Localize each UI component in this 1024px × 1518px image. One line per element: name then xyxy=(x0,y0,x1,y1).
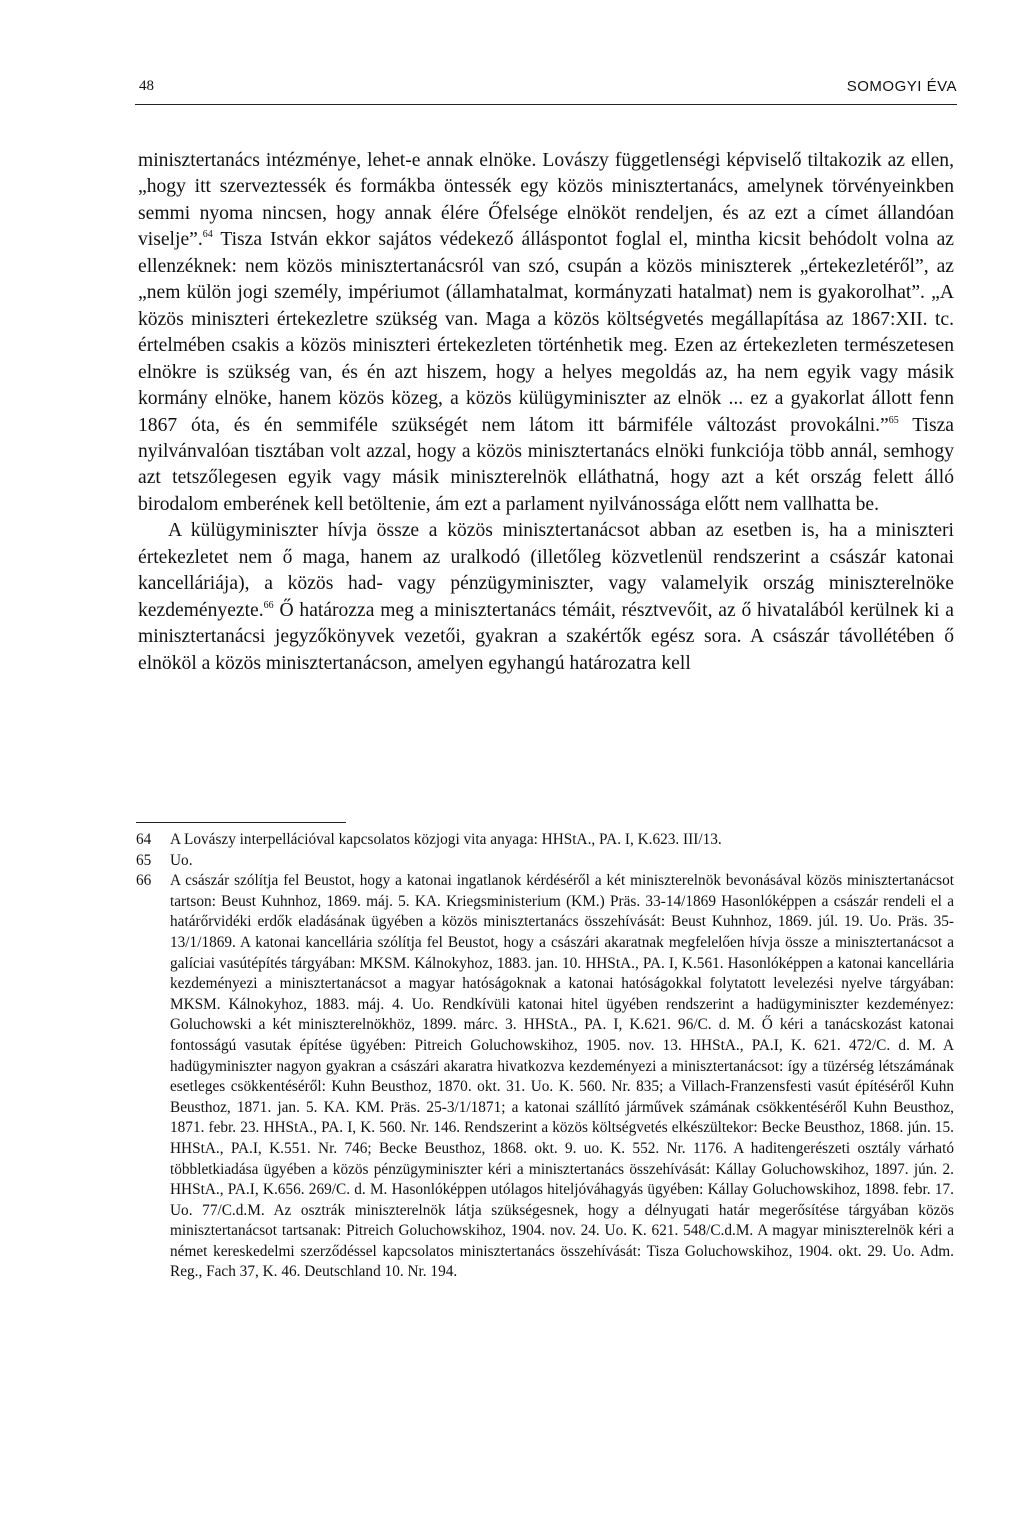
footnote-66 xyxy=(136,871,954,1283)
page-number: 48 xyxy=(139,78,154,94)
footnote-ref-64: 64 xyxy=(202,229,213,241)
footnote-text: A császár szólítja fel Beustot, hogy a katonai ingatlanok kérdéséről a két miniszterelnök bevonásával közös minisztertanácsot tartson: Beust Kuhnhoz, 1869. máj. 5. KA. Kriegsministerium (KM.) Präs. 33-14/1869 Hasonlóképpen a császár rendeli el a határőrvidéki erdők eladásának ügyében a közös minisztertanács összehívását: Beust Kuhnhoz, 1869. júl. 19. Uo. Präs. 35-13/1/1869. A katonai kancellária szólítja fel Beustot, hogy a császári akaratnak megfelelően hívja össze a minisztertanácsot a galíciai vasútépítés tárgyában: MKSM. Kálnokyhoz, 1883. jan. 10. HHStA., PA. I, K.561. Hasonlóképpen a katonai kancellária kezdeményezi a minisztertanácsot a magyar hatóságoknak a katonai hatóságokkal folytatott levelezési nyelve tárgyában: MKSM. Kálnokyhoz, 1883. máj. 4. Uo. Rendkívüli katonai hitel ügyében rendszerint a hadügyminiszter kezdeményez: Goluchowski a két miniszterelnökhöz, 1899. márc. 3. HHStA., PA. I, K.621. 96/C. d. M. Ő kéri a tanácskozást katonai fontosságú vasutak építése ügyében: Pitreich Goluchowskihoz, 1905. nov. 13. HHStA., PA.I, K. 621. 472/C. d. M. A hadügyminiszter nagyon gyakran a császári akaratra hivatkozva kezdeményezi a minisztertanácsot: így a tüzérség létszámának esetleges csökkentéséről: Kuhn Beusthoz, 1870. okt. 31. Uo. K. 560. Nr. 835; a Villach-Franzensfesti vasút építéséről Kuhn Beusthoz, 1871. jan. 5. KA. KM. Präs. 25-3/1/1871; a katonai szállító járművek számának csökkentéséről Kuhn Beusthoz, 1871. febr. 23. HHStA., PA. I, K. 560. Nr. 146. Rendszerint a közös költségvetés elkészültekor: Becke Beusthoz, 1868. jún. 15. HHStA., PA.I, K.551. Nr. 746; Becke Beusthoz, 1868. okt. 9. uo. K. 552. Nr. 1176. A haditengerészeti osztály várható többletkiadása ügyében a közös pénzügyminiszter kéri a minisztertanács összehívását: Kállay Goluchowskihoz, 1897. jún. 2. HHStA., PA.I, K.656. 269/C. d. M. Hasonlóképpen utólagos hiteljóváhagyás ügyében: Kállay Goluchowskihoz, 1898. febr. 17. Uo. 77/C.d.M. Az osztrák miniszterelnök látja szükségesnek, hogy a délnyugati határ megerősítése tárgyában közös minisztertanácsot tartsanak: Pitreich Goluchowskihoz, 1904. nov. 24. Uo. K. 621. 548/C.d.M. A magyar miniszterelnök kéri a német kereskedelmi szerződéssel kapcsolatos minisztertanács összehívását: Tisza Goluchowskihoz, 1904. okt. 29. Uo. Adm. Reg., Fach 37, K. 46. Deutschland 10. Nr. 194. xyxy=(170,872,954,1281)
footnote-ref-65: 65 xyxy=(888,414,899,426)
running-head-author: SOMOGYI ÉVA xyxy=(846,78,957,95)
footnote-divider xyxy=(136,822,346,823)
footnote-text: A Lovászy interpellációval kapcsolatos közjogi vita anyaga: HHStA., PA. I, K.623. III/13. xyxy=(170,831,722,848)
footnotes xyxy=(136,830,954,1283)
footnote-65 xyxy=(136,851,954,872)
paragraph-2-text-b: Ő határozza meg a minisztertanács témáit, résztvevőit, az ő hivatalából kerülnek ki a minisztertanácsi jegyzőkönyvek vezetői, gyakran a szakértők egész sora. A császár távollétében ő elnököl a közös minisztertanácson, amelyen egyhangú határozatra kell xyxy=(138,599,954,674)
footnote-text: Uo. xyxy=(170,851,193,869)
footnote-ref-66: 66 xyxy=(263,599,274,611)
footnote-number: 64 xyxy=(136,831,152,848)
paragraph-1-text-c: Tisza nyilvánvalóan tisztában volt azzal, hogy a közös minisztertanács elnöki funkciója több annál, semhogy azt tetszőlegesen egyik vagy másik miniszterelnök elláthatná, hogy azt a két ország felett álló birodalom emberének kell betöltenie, ám ezt a parlament nyilvánossága előtt nem vallhatta be. xyxy=(138,414,954,515)
running-header xyxy=(135,76,957,105)
footnote-number: 65 xyxy=(136,851,152,869)
footnote-number: 66 xyxy=(136,872,152,890)
paragraph-1-text-a: minisztertanács intézménye, lehet-e annak elnöke. Lovászy függetlenségi képviselő tiltakozik az ellen, „hogy itt szerveztessék és formákba öntessék egy közös minisztertanács, amelynek törvényeinkben semmi nyoma nincsen, hogy annak élére Őfelsége elnököt rendeljen, és az ezt a címet állandóan viselje”. xyxy=(138,150,954,251)
paragraph-2-text-a: A külügyminiszter hívja össze a közös minisztertanácsot abban az esetben is, ha a miniszteri értekezletet nem ő maga, hanem az uralkodó (illetőleg közvetlenül rendszerint a császár katonai kancelláriája), a közös had- vagy pénzügyminiszter, vagy valamelyik ország miniszterelnöke kezdeményezte. xyxy=(138,520,954,621)
paragraph-1 xyxy=(138,148,954,518)
paragraph-2 xyxy=(138,518,954,677)
paragraph-1-text-b: Tisza István ekkor sajátos védekező álláspontot foglal el, mintha kicsit behódolt volna az ellenzéknek: nem közös minisztertanácsról van szó, csupán a közös miniszterek „értekezletéről”, az „nem külön jogi személy, impériumot (államhatalmat, kormányzati hatalmat) nem is gyakorolhat”. „A közös miniszteri értekezletre szükség van. Maga a közös költségvetés megállapítása az 1867:XII. tc. értelmében csakis a közös miniszteri értekezleten történhetik meg. Ezen az értekezleten természetesen elnökre is szükség van, és én azt hiszem, hogy a helyes megoldás az, ha nem egyik vagy másik kormány elnöke, hanem közös közeg, a közös külügyminiszter az elnök ... ez a gyakorlat állott fenn 1867 óta, és én semmiféle szükségét nem látom itt bármiféle változást provokálni.” xyxy=(138,229,954,436)
footnote-64 xyxy=(136,830,954,851)
main-text xyxy=(138,148,954,677)
